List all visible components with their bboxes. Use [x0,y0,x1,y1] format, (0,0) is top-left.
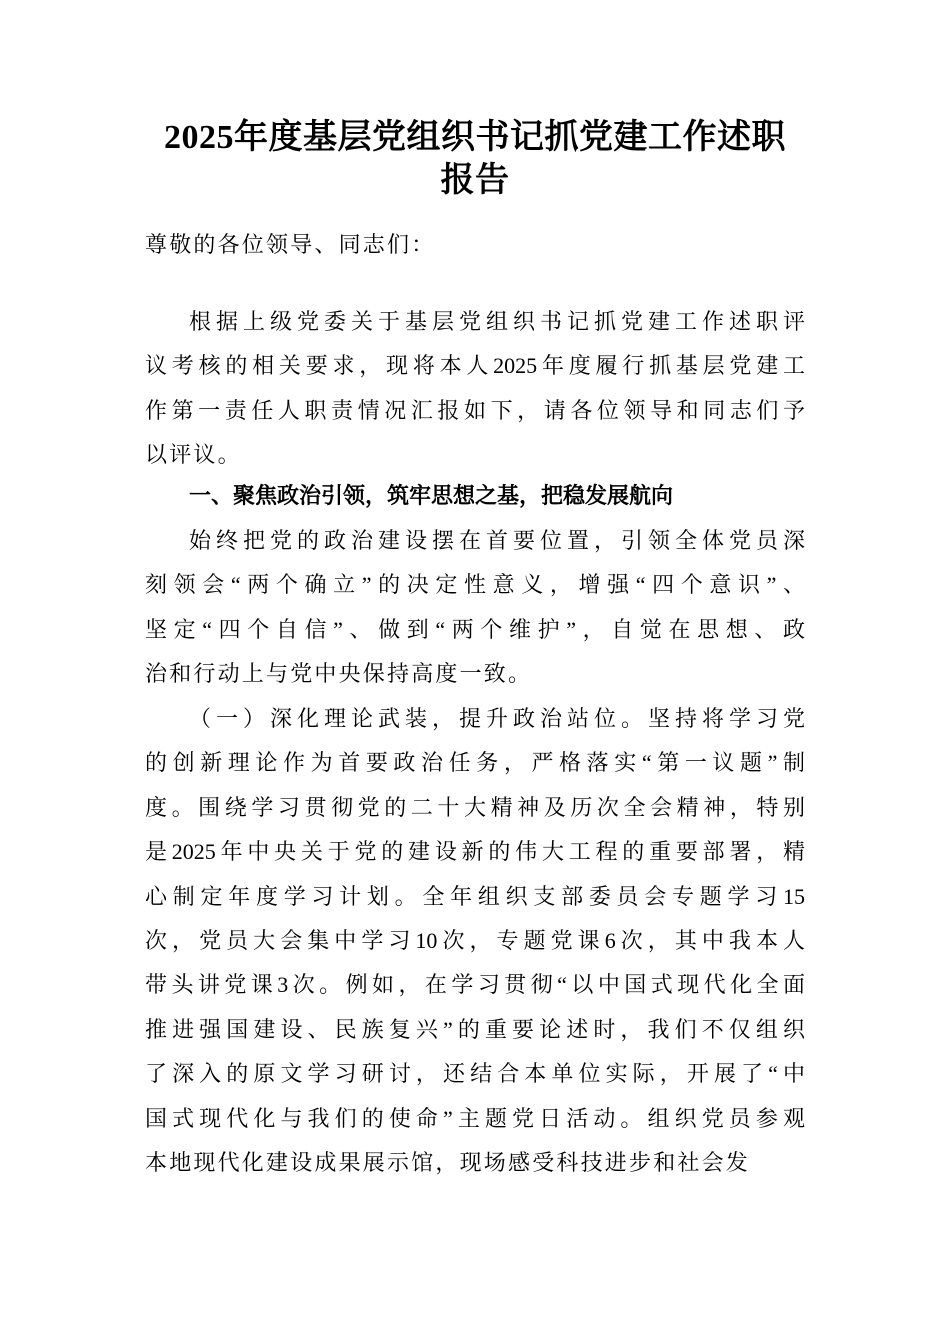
paragraph-line: 带头讲党课3次。例如，在学习贯彻“以中国式现代化全面 [145,972,805,998]
greeting-line: 尊敬的各位领导、同志们： [145,232,436,257]
paragraph-line: 治和行动上与党中央保持高度一致。 [145,661,533,687]
document-title-line-1: 2025年度基层党组织书记抓党建工作述职 [164,119,786,156]
paragraph-line: 根据上级党委关于基层党组织书记抓党建工作述职评 [189,309,805,334]
paragraph-line: 推进强国建设、民族复兴”的重要论述时，我们不仅组织 [145,1016,805,1042]
paragraph-line: 的创新理论作为首要政治任务，严格落实“第一议题”制 [145,750,805,776]
paragraph-line: 作第一责任人职责情况汇报如下，请各位领导和同志们予 [145,397,805,423]
paragraph-line: 刻领会“两个确立”的决定性意义，增强“四个意识”、 [145,572,805,598]
paragraph-line: 次，党员大会集中学习10次，专题党课6次，其中我本人 [145,928,805,953]
paragraph-line: 议考核的相关要求，现将本人2025年度履行抓基层党建工 [145,353,805,379]
document-title-line-2: 报告 [440,162,510,199]
paragraph-line: （一）深化理论武装，提升政治站位。坚持将学习党 [189,706,805,731]
section-heading: 一、聚焦政治引领，筑牢思想之基，把稳发展航向 [189,484,674,509]
paragraph-line: 以评议。 [145,442,242,468]
paragraph-line: 坚定“四个自信”、做到“两个维护”，自觉在思想、政 [145,616,805,642]
paragraph-line: 度。围绕学习贯彻党的二十大精神及历次全会精神，特别 [145,794,805,820]
paragraph-line: 本地现代化建设成果展示馆，现场感受科技进步和社会发 [145,1150,751,1175]
paragraph-line: 是2025年中央关于党的建设新的伟大工程的重要部署，精 [145,839,805,865]
paragraph-line: 心制定年度学习计划。全年组织支部委员会专题学习15 [145,883,805,909]
paragraph-line: 了深入的原文学习研讨，还结合本单位实际，开展了“中 [145,1061,805,1087]
paragraph-line: 始终把党的政治建设摆在首要位置，引领全体党员深 [189,528,805,553]
paragraph-line: 国式现代化与我们的使命”主题党日活动。组织党员参观 [145,1105,805,1131]
